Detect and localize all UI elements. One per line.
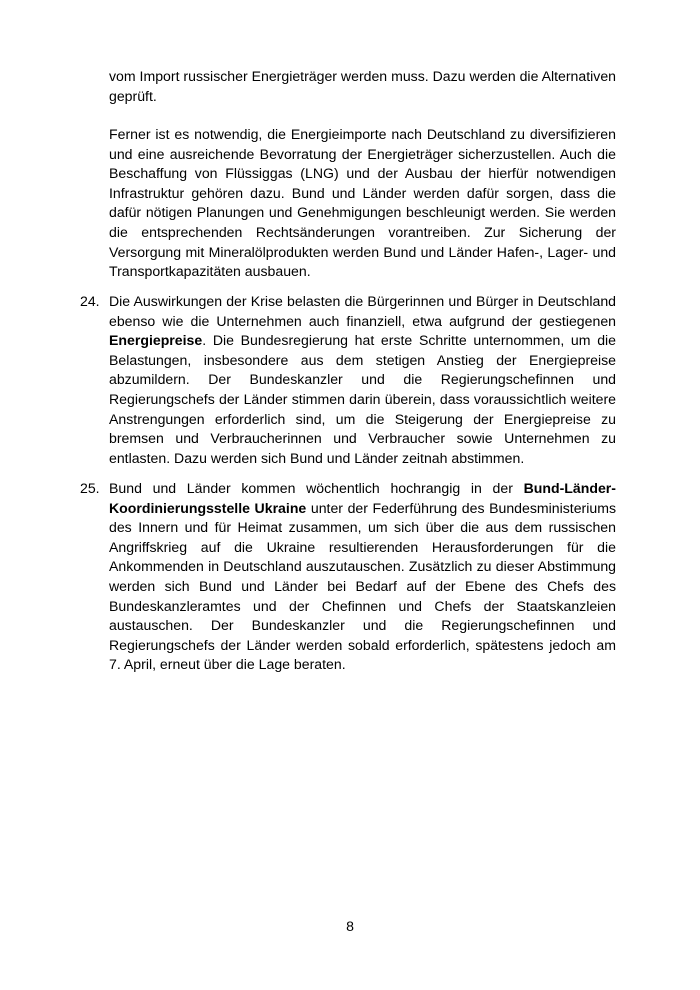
list-item-text [109, 292, 616, 468]
list-item-number: 25. [80, 480, 100, 496]
list-item-text-after: unter der Federführung des Bundesministeriums des Innern und für Heimat zusammen, um sich über die aus dem russischen Angriffskrieg auf die Ukraine resultierenden Herausforderungen für die Ankommenden in Deutschland auszutauschen. Zusätzlich zu dieser Abstimmung werden sich Bund und Länder bei Bedarf auf der Ebene des Chefs des Bundeskanzleramtes und der Chefinnen und Chefs der Staatskanzleien austauschen. Der Bundeskanzler und die Regierungschefinnen und Regierungschefs der Länder werden sobald erforderlich, spätestens jedoch am 7. April, erneut über die Lage beraten. [109, 499, 616, 673]
page-number: 8 [346, 918, 354, 934]
list-item-text-before: Bund und Länder kommen wöchentlich hochrangig in der [109, 480, 524, 496]
paragraph-energy-import-diversification: Ferner ist es notwendig, die Energieimporte nach Deutschland zu diversifizieren und eine ausreichende Bevorratung der Energieträger sicherzustellen. Auch die Beschaffung von Flüssiggas (LNG) und der Ausbau der hierfür notwendigen Infrastruktur gehören dazu. Bund und Länder werden dafür sorgen, dass die dafür nötigen Planungen und Genehmigungen beschleunigt werden. Sie werden die entsprechenden Rechtsänderungen vorantreiben. Zur Sicherung der Versorgung mit Mineralölprodukten werden Bund und Länder Hafen-, Lager- und Transportkapazitäten ausbauen. [109, 126, 616, 280]
paragraph-continuation: vom Import russischer Energieträger werden muss. Dazu werden die Alternativen geprüft. [109, 68, 616, 104]
list-item-bold-term: Energiepreise [109, 332, 203, 349]
list-item-text [109, 479, 616, 675]
list-item-number: 24. [80, 293, 100, 309]
list-item-text-before: Die Auswirkungen der Krise belasten die Bürgerinnen und Bürger in Deutschland ebenso wie die Unternehmen auch finanziell, etwa aufgrund der gestiegenen [109, 293, 616, 329]
list-item-text-after: . Die Bundesregierung hat erste Schritte unternommen, um die Belastungen, insbesondere aus dem stetigen Anstieg der Energiepreise abzumildern. Der Bundeskanzler und die Regierungschefinnen und Regierungschefs der Länder stimmen darin überein, dass voraussichtlich weitere Anstrengungen erforderlich sind, um die Steigerung der Energiepreise zu bremsen und Verbraucherinnen und Verbraucher sowie Unternehmen zu entlasten. Dazu werden sich Bund und Länder zeitnah abstimmen. [109, 332, 616, 466]
list-item-bold-term: Bund-Länder-Koordinierungsstelle Ukraine [109, 480, 616, 516]
